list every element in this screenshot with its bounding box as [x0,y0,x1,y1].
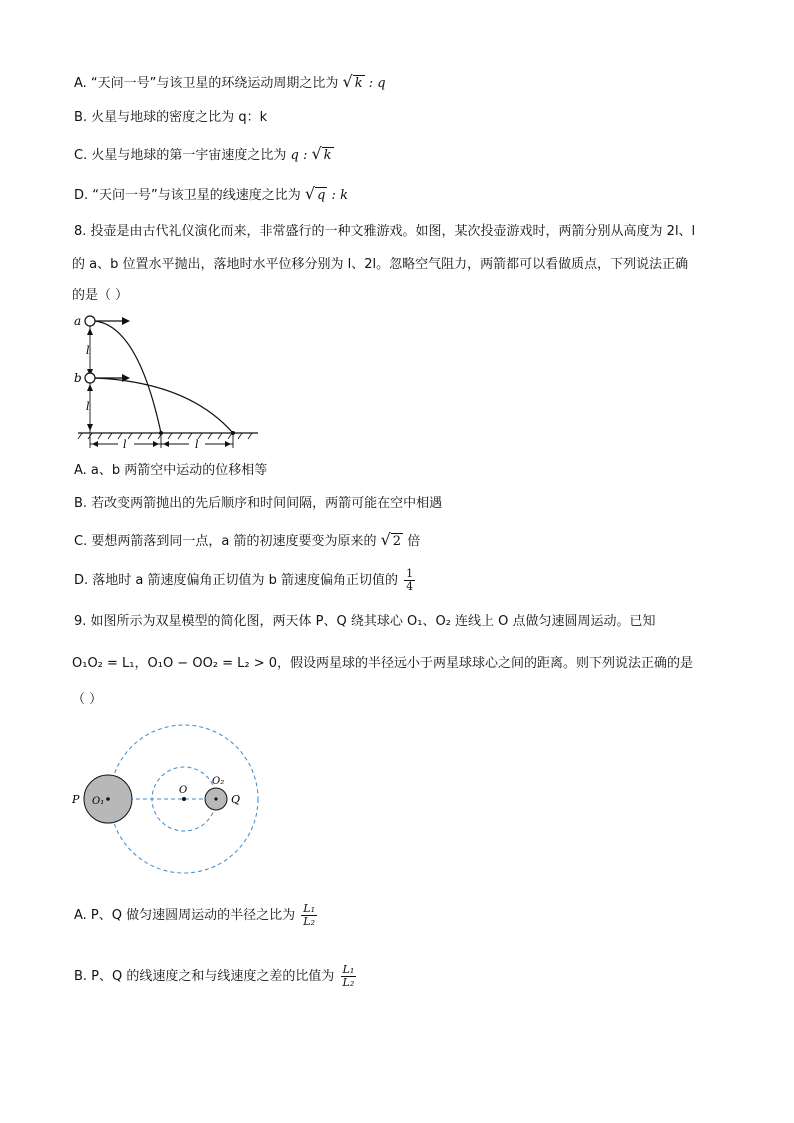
q7-option-c-text: C. 火星与地球的第一宇宙速度之比为 [74,148,287,163]
sqrt-k: √ k [342,72,363,91]
dim-arrow [87,384,93,391]
fraction-l1-l2: $\frac{\text{L₁}}{\text{L₂}}$ [303,902,315,928]
q9-stem-line-1: 9. 如图所示为双星模型的简化图，两天体 P、Q 绕其球心 O₁、O₂ 连线上 O 点做匀速圆周运动。已知 [74,614,656,629]
label-a: a [74,314,82,328]
center-o [182,797,186,801]
q7-option-d-text: D. “天问一号”与该卫星的线速度之比为 [74,188,301,203]
sqrt-2: √ 2 [380,530,402,549]
q8-option-c-suffix: 倍 [407,534,421,549]
trajectory-b [95,378,233,433]
q7-option-a [74,72,386,94]
q7-option-a-ratio: : q [364,76,386,91]
q8-projectile-figure [68,308,268,456]
ground-hatching [78,433,252,439]
q7-option-d-ratio: : k [327,188,348,203]
q7-option-c [74,144,334,166]
sqrt-q: √ q [304,184,326,203]
fraction-one-quarter: $\frac{1}{4}$ [406,567,414,593]
label-o1: O₁ [92,796,105,807]
label-o2: O₂ [212,776,225,787]
q9-option-a-text: A. P、Q 做匀速圆周运动的半径之比为 [74,908,296,923]
q9-option-a [74,903,317,928]
q8-option-a: A. a、b 两箭空中运动的位移相等 [74,463,268,478]
label-l-horizontal-right: l [195,438,199,451]
q9-option-b-text: B. P、Q 的线速度之和与线速度之差的比值为 [74,969,335,984]
label-l-vertical-lower: l [86,400,90,413]
q7-option-b: B. 火星与地球的密度之比为 q：k [74,110,268,125]
center-o2 [214,797,217,800]
q9-binary-star-figure [68,722,268,878]
ball-a [85,316,95,326]
q9-option-b [74,964,356,989]
dim-arrow [87,424,93,431]
q8-option-c [74,530,420,552]
q7-option-c-q: q : [290,148,312,163]
velocity-arrowhead-a [122,317,130,325]
q8-option-c-text: C. 要想两箭落到同一点，a 箭的初速度要变为原来的 [74,534,377,549]
sqrt-k: √ k [311,144,332,163]
q8-option-b: B. 若改变两箭抛出的先后顺序和时间间隔，两箭可能在空中相遇 [74,496,443,511]
q8-option-d-text: D. 落地时 a 箭速度偏角正切值为 b 箭速度偏角正切值的 [74,573,399,588]
label-o: O [179,785,188,796]
label-p: P [72,793,80,806]
q8-option-d [74,568,415,593]
q8-stem-line-3: 的是（ ） [72,288,129,303]
q8-stem-line-1: 8. 投壶是由古代礼仪演化而来，非常盛行的一种文雅游戏。如图，某次投壶游戏时，两箭分别从高度为 2l、l [74,224,696,239]
q9-stem-line-3: （ ） [72,692,103,707]
dim-arrow [87,328,93,335]
q8-stem-line-2: 的 a、b 位置水平抛出，落地时水平位移分别为 l、2l。忽略空气阻力，两箭都可以看做质点，下列说法正确 [72,257,689,272]
q7-option-a-text: A. “天问一号”与该卫星的环绕运动周期之比为 [74,76,339,91]
label-l-horizontal-left: l [123,438,127,451]
fraction-l1-l2: $\frac{\text{L₁}}{\text{L₂}}$ [342,963,355,989]
label-l-vertical-upper: l [86,344,90,357]
q7-option-d [74,184,348,206]
center-o1 [106,797,110,801]
label-b: b [74,371,82,385]
ball-b [85,373,95,383]
q9-stem-line-2: O₁O₂ = L₁，O₁O − OO₂ = L₂ > 0，假设两星球的半径远小于两星球球心之间的距离。则下列说法正确的是 [72,656,694,671]
label-q: Q [231,793,241,806]
